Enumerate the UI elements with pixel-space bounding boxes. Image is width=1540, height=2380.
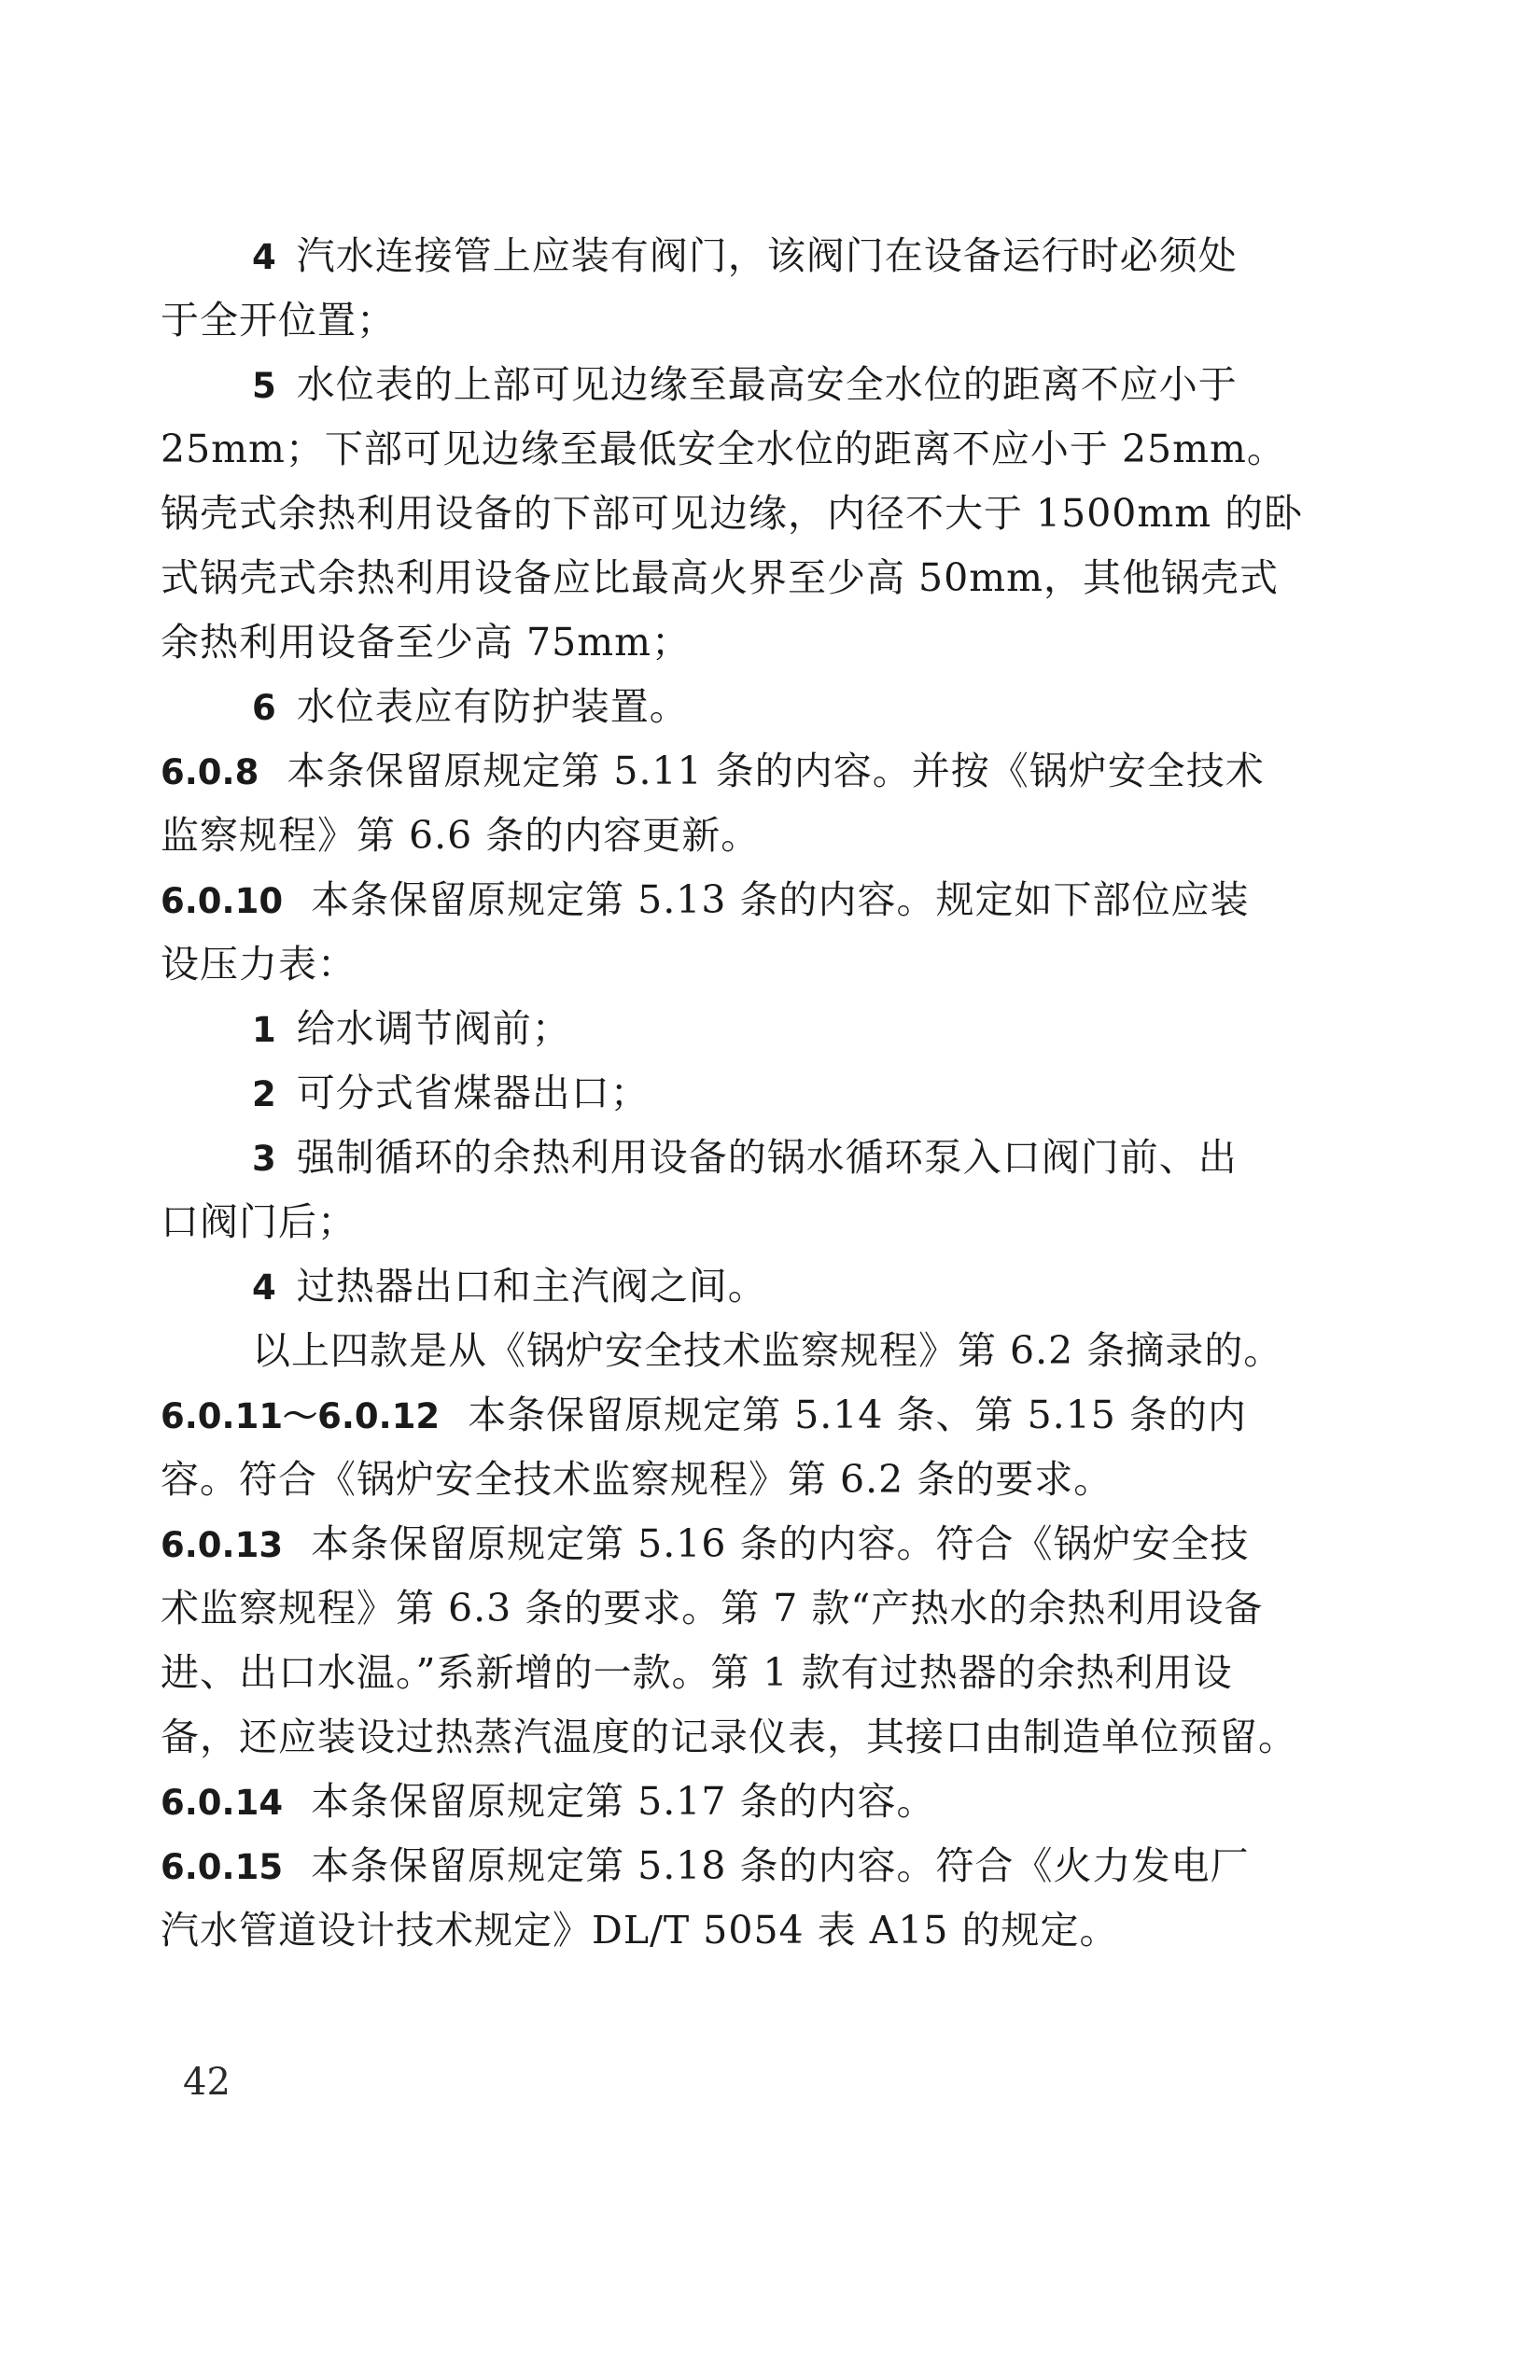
line-text: 本条保留原规定第 5.17 条的内容。 — [311, 1779, 936, 1824]
clause-number: 5 — [252, 366, 276, 406]
clause-number: 4 — [252, 237, 276, 277]
text-line — [161, 1061, 1290, 1126]
body-text — [161, 224, 1304, 1963]
clause-number: 6.0.13 — [161, 1525, 284, 1565]
text-line — [161, 1641, 1290, 1705]
line-text: 本条保留原规定第 5.18 条的内容。符合《火力发电厂 — [311, 1843, 1250, 1888]
text-line — [161, 1898, 1290, 1963]
text-line — [161, 288, 1290, 353]
line-text: 水位表应有防护装置。 — [296, 684, 689, 729]
line-text: 监察规程》第 6.6 条的内容更新。 — [161, 813, 761, 858]
text-line — [161, 1254, 1290, 1319]
line-text: 过热器出口和主汽阀之间。 — [296, 1264, 767, 1309]
clause-number: 2 — [252, 1074, 276, 1114]
clause-number: 1 — [252, 1010, 276, 1050]
line-text: 锅壳式余热利用设备的下部可见边缘，内径不大于 1500mm 的卧 — [161, 491, 1304, 536]
line-text: 25mm；下部可见边缘至最低安全水位的距离不应小于 25mm。 — [161, 427, 1286, 471]
text-line — [161, 932, 1290, 997]
line-text: 本条保留原规定第 5.14 条、第 5.15 条的内 — [468, 1393, 1247, 1437]
line-text: 设压力表： — [161, 942, 357, 987]
text-line — [161, 1512, 1290, 1576]
line-text: 术监察规程》第 6.3 条的要求。第 7 款“产热水的余热利用设备 — [161, 1586, 1264, 1631]
text-line — [161, 610, 1290, 675]
line-text: 本条保留原规定第 5.11 条的内容。并按《锅炉安全技术 — [287, 749, 1265, 793]
line-text: 强制循环的余热利用设备的锅水循环泵入口阀门前、出 — [296, 1135, 1238, 1180]
text-line — [161, 675, 1290, 739]
text-line — [161, 1448, 1290, 1512]
line-text: 本条保留原规定第 5.16 条的内容。符合《锅炉安全技 — [311, 1521, 1250, 1566]
text-line — [161, 1705, 1297, 1770]
line-text: 汽水管道设计技术规定》DL/T 5054 表 A15 的规定。 — [161, 1908, 1119, 1953]
text-line — [161, 868, 1290, 932]
clause-number: 6 — [252, 688, 276, 728]
clause-number: 4 — [252, 1267, 276, 1308]
clause-number: 6.0.14 — [161, 1783, 284, 1823]
line-text: 式锅壳式余热利用设备应比最高火界至少高 50mm，其他锅壳式 — [161, 555, 1279, 600]
clause-number: 3 — [252, 1139, 276, 1179]
text-line — [161, 804, 1290, 868]
line-text: 以上四款是从《锅炉安全技术监察规程》第 6.2 条摘录的。 — [252, 1328, 1283, 1373]
line-text: 进、出口水温。”系新增的一款。第 1 款有过热器的余热利用设 — [161, 1650, 1233, 1695]
text-line — [161, 1190, 1290, 1254]
line-text: 汽水连接管上应装有阀门，该阀门在设备运行时必须处 — [296, 233, 1238, 278]
text-line — [161, 739, 1290, 804]
line-text: 给水调节阀前； — [296, 1006, 571, 1051]
line-text: 余热利用设备至少高 75mm； — [161, 620, 691, 665]
text-line — [161, 1383, 1290, 1448]
line-text: 本条保留原规定第 5.13 条的内容。规定如下部位应装 — [311, 877, 1250, 922]
text-line — [161, 997, 1290, 1061]
line-text: 于全开位置； — [161, 298, 396, 343]
text-line — [161, 417, 1290, 482]
text-line — [161, 353, 1290, 417]
clause-number: 6.0.8 — [161, 752, 259, 792]
text-line — [161, 1770, 1290, 1834]
line-text: 口阀门后； — [161, 1199, 357, 1244]
line-text: 可分式省煤器出口； — [296, 1071, 650, 1115]
clause-number: 6.0.11～6.0.12 — [161, 1396, 441, 1436]
text-line — [161, 1126, 1290, 1190]
clause-number: 6.0.15 — [161, 1847, 284, 1887]
line-text: 水位表的上部可见边缘至最高安全水位的距离不应小于 — [296, 362, 1238, 407]
clause-number: 6.0.10 — [161, 881, 284, 921]
page-number: 42 — [183, 2061, 231, 2104]
text-line — [161, 1576, 1290, 1641]
text-line — [161, 1834, 1290, 1898]
text-line — [161, 546, 1290, 610]
line-text: 容。符合《锅炉安全技术监察规程》第 6.2 条的要求。 — [161, 1457, 1113, 1502]
text-line — [161, 1319, 1290, 1383]
text-line — [161, 482, 1304, 546]
text-line — [161, 224, 1290, 288]
line-text: 备，还应装设过热蒸汽温度的记录仪表，其接口由制造单位预留。 — [161, 1715, 1297, 1759]
